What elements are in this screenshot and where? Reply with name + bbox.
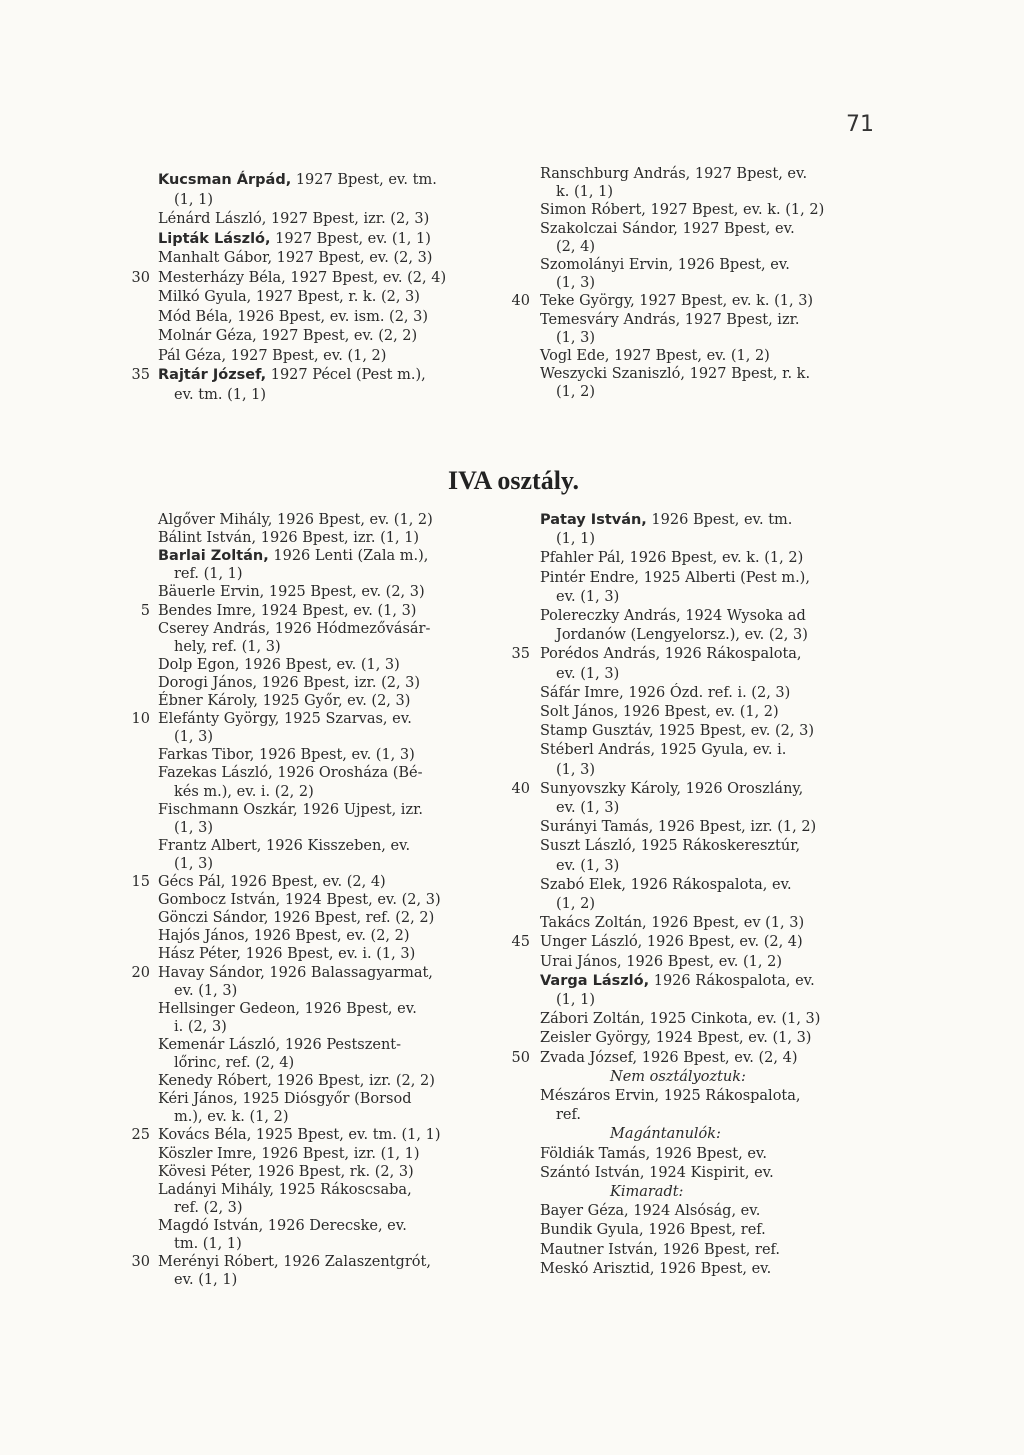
entry-line: kés m.), ev. i. (2, 2) [174,783,314,800]
entry-line: (1, 2) [556,384,595,401]
entry-line: ref. [556,1107,581,1124]
line-number: 15 [131,874,150,890]
entry-line: Gécs Pál, 1926 Bpest, ev. (2, 4) [158,874,386,890]
entry-line: Fischmann Oszkár, 1926 Ujpest, izr. [158,801,424,818]
entry-line: Magdó István, 1926 Derecske, ev. [158,1217,407,1234]
entry-line: Polereczky András, 1924 Wysoka ad [540,608,806,624]
entry-line: (1, 3) [174,855,213,872]
entry-line: Kucsman Árpád, 1927 Bpest, ev. tm. [158,172,437,188]
entry-line: i. (2, 3) [174,1018,227,1035]
entry-line: ev. (1, 3) [556,857,620,874]
entry-line: ev. (1, 3) [556,665,620,682]
line-number: 40 [511,780,530,797]
entry-line: Kemenár László, 1926 Pestszent- [158,1036,402,1053]
line-number: 5 [140,602,150,619]
entry-line: Lipták László, 1927 Bpest, ev. (1, 1) [158,230,431,247]
entry-line: (1, 1) [556,992,595,1008]
entry-line: Molnár Géza, 1927 Bpest, ev. (2, 2) [158,328,418,344]
line-number: 25 [131,1127,150,1144]
entry-line: Pál Géza, 1927 Bpest, ev. (1, 2) [158,347,387,364]
entry-line: Kovács Béla, 1925 Bpest, ev. tm. (1, 1) [158,1127,441,1144]
entry-line: tm. (1, 1) [174,1236,242,1252]
entry-line: hely, ref. (1, 3) [174,638,281,655]
entry-line: Hász Péter, 1926 Bpest, ev. i. (1, 3) [158,946,416,963]
entry-line: Magántanulók: [610,1126,721,1143]
entry-line: Temesváry András, 1927 Bpest, izr. [540,311,800,328]
line-number: 35 [511,646,530,663]
line-number: 50 [511,1049,530,1066]
entry-line: ev. (1, 1) [174,1272,238,1289]
entry-line: Szakolczai Sándor, 1927 Bpest, ev. [540,220,795,237]
entry-line: (1, 3) [556,761,595,778]
entry-line: Gönczi Sándor, 1926 Bpest, ref. (2, 2) [158,910,435,927]
entry-line: Farkas Tibor, 1926 Bpest, ev. (1, 3) [158,747,415,764]
entry-line: Meskó Arisztid, 1926 Bpest, ev. [540,1260,772,1277]
entry-line: ev. (1, 3) [556,588,620,605]
entry-line: Köszler Imre, 1926 Bpest, izr. (1, 1) [158,1145,420,1162]
entry-line: Unger László, 1926 Bpest, ev. (2, 4) [540,934,803,951]
entry-line: Ladányi Mihály, 1925 Rákoscsaba, [158,1181,412,1198]
bottom-right-column [510,512,890,1302]
entry-line: Dolp Egon, 1926 Bpest, ev. (1, 3) [158,656,400,673]
entry-line: Takács Zoltán, 1926 Bpest, ev (1, 3) [540,915,805,932]
line-number: 45 [511,934,530,951]
entry-line: Surányi Tamás, 1926 Bpest, izr. (1, 2) [540,819,817,836]
entry-line: Pintér Endre, 1925 Alberti (Pest m.), [540,569,810,586]
entry-line: Gombocz István, 1924 Bpest, ev. (2, 3) [158,892,441,909]
section-heading: IVA osztály. [448,466,579,495]
entry-line: Frantz Albert, 1926 Kisszeben, ev. [158,837,411,854]
page-number: 71 [846,112,874,137]
entry-line: Cserey András, 1926 Hódmezővásár- [158,620,431,637]
entry-line: m.), ev. k. (1, 2) [174,1109,289,1126]
entry-line: (1, 3) [174,819,213,836]
entry-line: Milkó Gyula, 1927 Bpest, r. k. (2, 3) [158,289,420,305]
line-number: 35 [131,367,150,383]
entry-line: Nem osztályoztuk: [610,1068,746,1085]
entry-line: Urai János, 1926 Bpest, ev. (1, 2) [540,953,782,970]
entry-line: Rajtár József, 1927 Pécel (Pest m.), [158,367,426,383]
entry-line: Varga László, 1926 Rákospalota, ev. [540,972,815,989]
entry-line: Zvada József, 1926 Bpest, ev. (2, 4) [540,1049,798,1066]
entry-line: (1, 2) [556,896,595,912]
line-number: 40 [511,293,530,310]
entry-line: Szomolányi Ervin, 1926 Bpest, ev. [540,257,790,273]
entry-line: Weszycki Szaniszló, 1927 Bpest, r. k. [540,366,811,383]
entry-line: Pfahler Pál, 1926 Bpest, ev. k. (1, 2) [540,550,804,567]
entry-line: Bálint István, 1926 Bpest, izr. (1, 1) [158,530,420,547]
entry-line: Szabó Elek, 1926 Rákospalota, ev. [540,876,792,893]
entry-line: Solt János, 1926 Bpest, ev. (1, 2) [540,704,779,720]
entry-line: Barlai Zoltán, 1926 Lenti (Zala m.), [158,548,429,565]
entry-line: Mautner István, 1926 Bpest, ref. [540,1241,780,1258]
entry-line: (2, 4) [556,238,595,255]
line-number: 30 [131,1254,150,1271]
entry-line: Mészáros Ervin, 1925 Rákospalota, [540,1088,801,1104]
entry-line: Manhalt Gábor, 1927 Bpest, ev. (2, 3) [158,250,433,266]
entry-line: Zábori Zoltán, 1925 Cinkota, ev. (1, 3) [540,1011,821,1028]
entry-line: Patay István, 1926 Bpest, ev. tm. [540,512,793,528]
entry-line: (1, 3) [556,275,595,292]
entry-line: (1, 3) [174,729,213,746]
entry-line: Stamp Gusztáv, 1925 Bpest, ev. (2, 3) [540,723,814,740]
entry-line: (1, 1) [556,531,595,548]
entry-line: Zeisler György, 1924 Bpest, ev. (1, 3) [540,1030,812,1047]
entry-line: Porédos András, 1926 Rákospalota, [540,646,802,663]
entry-line: Simon Róbert, 1927 Bpest, ev. k. (1, 2) [540,202,825,219]
line-number: 10 [131,711,150,728]
entry-line: Kenedy Róbert, 1926 Bpest, izr. (2, 2) [158,1073,435,1090]
entry-line: Merényi Róbert, 1926 Zalaszentgrót, [158,1254,431,1271]
top-left-column [130,166,500,406]
entry-line: ev. (1, 3) [556,800,620,816]
entry-line: Ébner Károly, 1925 Győr, ev. (2, 3) [158,693,411,709]
entry-line: Kimaradt: [610,1184,684,1200]
entry-line: Bendes Imre, 1924 Bpest, ev. (1, 3) [158,602,417,619]
entry-line: Elefánty György, 1925 Szarvas, ev. [158,711,412,728]
entry-line: Mód Béla, 1926 Bpest, ev. ism. (2, 3) [158,308,429,325]
entry-line: Kövesi Péter, 1926 Bpest, rk. (2, 3) [158,1163,414,1180]
entry-line: Bayer Géza, 1924 Alsóság, ev. [540,1203,761,1220]
entry-line: lőrinc, ref. (2, 4) [174,1055,295,1071]
entry-line: Ranschburg András, 1927 Bpest, ev. [540,166,808,182]
entry-line: (1, 3) [556,329,595,346]
entry-line: Dorogi János, 1926 Bpest, izr. (2, 3) [158,674,421,691]
entry-line: ev. (1, 3) [174,982,238,999]
bottom-left-column [130,512,500,1302]
entry-line: ev. tm. (1, 1) [174,386,267,403]
entry-line: Fazekas László, 1926 Orosháza (Bé- [158,765,423,782]
entry-line: Lénárd László, 1927 Bpest, izr. (2, 3) [158,211,430,227]
entry-line: Algőver Mihály, 1926 Bpest, ev. (1, 2) [158,512,433,528]
entry-line: Kéri János, 1925 Diósgyőr (Borsod [158,1091,412,1108]
entry-line: Bundik Gyula, 1926 Bpest, ref. [540,1222,766,1239]
entry-line: Stéberl András, 1925 Gyula, ev. i. [540,742,787,759]
entry-line: Bäuerle Ervin, 1925 Bpest, ev. (2, 3) [158,584,425,601]
entry-line: ref. (2, 3) [174,1199,243,1216]
entry-line: k. (1, 1) [556,184,613,201]
entry-line: Hellsinger Gedeon, 1926 Bpest, ev. [158,1000,417,1017]
entry-line: Jordanów (Lengyelorsz.), ev. (2, 3) [556,627,808,644]
entry-line: (1, 1) [174,191,213,208]
entry-line: Hajós János, 1926 Bpest, ev. (2, 2) [158,928,410,945]
entry-line: Mesterházy Béla, 1927 Bpest, ev. (2, 4) [158,269,447,286]
entry-line: Szántó István, 1924 Kispirit, ev. [540,1164,774,1181]
entry-line: Teke György, 1927 Bpest, ev. k. (1, 3) [540,293,814,310]
entry-line: Havay Sándor, 1926 Balassagyarmat, [158,964,433,981]
line-number: 30 [131,269,150,286]
line-number: 20 [131,964,150,981]
top-right-column [510,166,890,406]
entry-line: Vogl Ede, 1927 Bpest, ev. (1, 2) [540,348,770,364]
entry-line: Sáfár Imre, 1926 Ózd. ref. i. (2, 3) [540,684,791,701]
entry-line: ref. (1, 1) [174,566,243,583]
entry-line: Sunyovszky Károly, 1926 Oroszlány, [540,780,804,797]
entry-line: Suszt László, 1925 Rákoskeresztúr, [540,838,801,855]
entry-line: Földiák Tamás, 1926 Bpest, ev. [540,1145,768,1162]
